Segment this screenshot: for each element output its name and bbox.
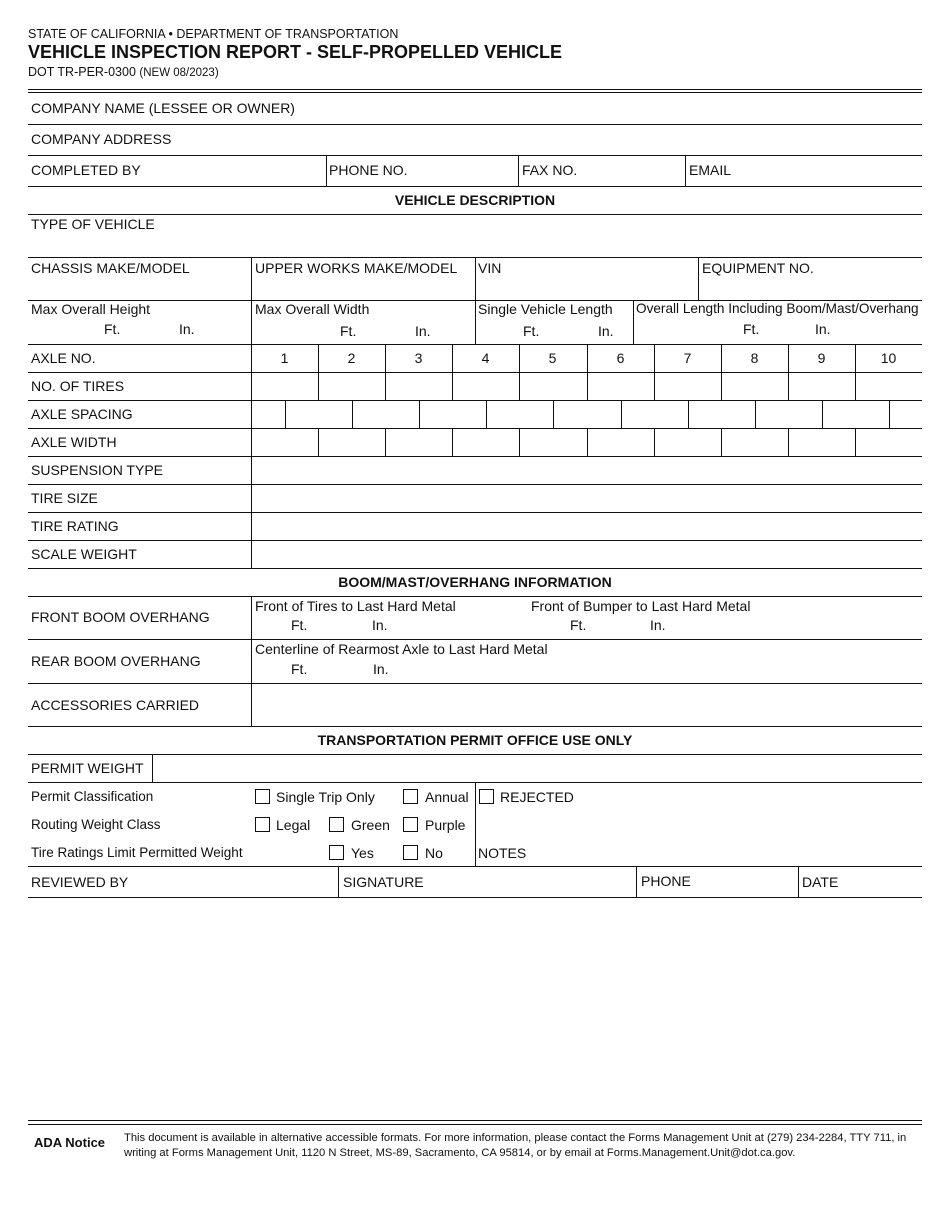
boom-heading: BOOM/MAST/OVERHANG INFORMATION <box>338 574 612 590</box>
tire-ratings-limit-label: Tire Ratings Limit Permitted Weight <box>31 845 243 860</box>
col-divider <box>633 300 634 344</box>
overall-length-field[interactable]: Overall Length Including Boom/Mast/Overhang <box>636 301 919 316</box>
axle-number-2: 2 <box>347 350 356 366</box>
axle-number-1: 1 <box>280 350 289 366</box>
rear-ft-label: Ft. <box>291 661 308 677</box>
front-tires-ft-label: Ft. <box>291 617 308 633</box>
ada-notice-text: This document is available in alternative accessible formats. For more information, please contact the Forms Management Unit at (279) 234-2284, TTY 711, in writing at Forms Management Unit, 1120 N Street, MS-89, Sacramento, CA 95814, or by email at Forms.Management.Unit@dot.ca.gov. <box>124 1132 907 1159</box>
axle-no-label: AXLE NO. <box>31 350 96 366</box>
axle-number-5: 5 <box>548 350 557 366</box>
axle-cell-divider <box>285 400 286 428</box>
purple-label: Purple <box>425 817 466 833</box>
col-divider <box>475 257 476 344</box>
overall-in-label: In. <box>815 321 831 337</box>
rear-boom-label: REAR BOOM OVERHANG <box>31 653 201 669</box>
row-divider <box>28 456 922 457</box>
col-divider <box>698 257 699 300</box>
legal-label: Legal <box>276 817 311 833</box>
front-boom-label: FRONT BOOM OVERHANG <box>31 609 210 625</box>
row-divider <box>28 726 922 727</box>
row-divider <box>28 754 922 755</box>
reviewed-by-field[interactable]: REVIEWED BY <box>31 874 129 890</box>
equipment-no-field[interactable]: EQUIPMENT NO. <box>702 260 814 276</box>
front-tires-in-label: In. <box>372 617 388 633</box>
axle-cell-divider <box>889 400 890 428</box>
form-revision: (NEW 08/2023) <box>139 67 219 79</box>
axle-cell-divider <box>822 400 823 428</box>
top-rule-2 <box>28 92 922 93</box>
fax-field[interactable]: FAX NO. <box>522 162 578 178</box>
axle-number-8: 8 <box>750 350 759 366</box>
rejected-label: REJECTED <box>500 789 574 805</box>
scale-weight-label: SCALE WEIGHT <box>31 546 137 562</box>
col-divider <box>518 155 519 186</box>
vehicle-type-field[interactable]: TYPE OF VEHICLE <box>31 216 155 232</box>
row-divider <box>28 897 922 898</box>
length-in-label: In. <box>598 323 614 339</box>
width-ft-label: Ft. <box>340 323 357 339</box>
col-divider <box>475 782 476 866</box>
col-divider <box>338 866 339 897</box>
email-field[interactable]: EMAIL <box>689 162 732 178</box>
col-divider <box>251 596 252 726</box>
axle-cell-divider <box>385 428 386 456</box>
permit-weight-label: PERMIT WEIGHT <box>31 760 144 776</box>
axle-cell-divider <box>452 428 453 456</box>
annual-checkbox[interactable] <box>403 789 418 804</box>
axle-number-10: 10 <box>880 350 897 366</box>
col-divider <box>251 344 252 568</box>
axle-cell-divider <box>788 428 789 456</box>
height-in-label: In. <box>179 321 195 337</box>
vin-field[interactable]: VIN <box>478 260 502 276</box>
agency-line: STATE OF CALIFORNIA • DEPARTMENT OF TRANSPORTATION <box>28 27 399 41</box>
row-divider <box>28 186 922 187</box>
permit-classification-label: Permit Classification <box>31 789 154 804</box>
row-divider <box>28 124 922 125</box>
axle-cell-divider <box>419 400 420 428</box>
row-divider <box>28 568 922 569</box>
axle-cell-divider <box>553 400 554 428</box>
row-divider <box>28 596 922 597</box>
overall-ft-label: Ft. <box>743 321 760 337</box>
no-label: No <box>425 845 443 861</box>
front-tires-field[interactable]: Front of Tires to Last Hard Metal <box>255 598 456 614</box>
footer-rule <box>28 1120 922 1121</box>
single-trip-label: Single Trip Only <box>276 789 375 805</box>
completed-by-field[interactable]: COMPLETED BY <box>31 162 141 178</box>
rear-centerline-field[interactable]: Centerline of Rearmost Axle to Last Hard Metal <box>255 641 548 657</box>
top-rule <box>28 89 922 90</box>
company-name-field[interactable]: COMPANY NAME (LESSEE OR OWNER) <box>31 100 295 116</box>
col-divider <box>152 754 153 782</box>
front-bumper-field[interactable]: Front of Bumper to Last Hard Metal <box>531 598 751 614</box>
rejected-checkbox[interactable] <box>479 789 494 804</box>
tire-size-label: TIRE SIZE <box>31 490 98 506</box>
rear-in-label: In. <box>373 661 389 677</box>
chassis-field[interactable]: CHASSIS MAKE/MODEL <box>31 260 190 276</box>
axle-cell-divider <box>621 400 622 428</box>
single-trip-checkbox[interactable] <box>255 789 270 804</box>
max-width-field[interactable]: Max Overall Width <box>255 301 370 317</box>
form-id: DOT TR-PER-0300 <box>28 65 136 79</box>
axle-number-4: 4 <box>481 350 490 366</box>
axle-width-label: AXLE WIDTH <box>31 434 117 450</box>
legal-checkbox[interactable] <box>255 817 270 832</box>
front-bumper-in-label: In. <box>650 617 666 633</box>
col-divider <box>326 155 327 186</box>
axle-number-9: 9 <box>817 350 826 366</box>
vehicle-description-heading: VEHICLE DESCRIPTION <box>394 192 556 208</box>
green-label: Green <box>351 817 390 833</box>
axle-cell-divider <box>486 400 487 428</box>
axle-cell-divider <box>688 400 689 428</box>
row-divider <box>28 400 922 401</box>
col-divider <box>798 866 799 897</box>
axle-number-3: 3 <box>414 350 423 366</box>
company-address-field[interactable]: COMPANY ADDRESS <box>31 131 172 147</box>
axle-cell-divider <box>352 400 353 428</box>
no-of-tires-label: NO. OF TIRES <box>31 378 125 394</box>
phone-field[interactable]: PHONE NO. <box>329 162 408 178</box>
axle-cell-divider <box>318 428 319 456</box>
form-id-line <box>28 65 219 79</box>
form-title: VEHICLE INSPECTION REPORT - SELF-PROPELLED VEHICLE <box>28 42 563 62</box>
col-divider <box>251 257 252 344</box>
accessories-label: ACCESSORIES CARRIED <box>31 697 200 713</box>
col-divider <box>636 866 637 897</box>
row-divider <box>28 866 922 867</box>
tire-rating-label: TIRE RATING <box>31 518 119 534</box>
row-divider <box>28 639 922 640</box>
axle-number-6: 6 <box>616 350 625 366</box>
suspension-type-label: SUSPENSION TYPE <box>31 462 164 478</box>
single-length-field[interactable]: Single Vehicle Length <box>478 301 613 317</box>
notes-field[interactable]: NOTES <box>478 845 527 861</box>
axle-cell-divider <box>587 428 588 456</box>
axle-cell-divider <box>519 428 520 456</box>
row-divider <box>28 540 922 541</box>
width-in-label: In. <box>415 323 431 339</box>
upper-works-field[interactable]: UPPER WORKS MAKE/MODEL <box>255 260 458 276</box>
office-phone-field[interactable]: PHONE <box>641 873 691 889</box>
axle-cell-divider <box>755 400 756 428</box>
axle-cell-divider <box>855 428 856 456</box>
row-divider <box>28 512 922 513</box>
axle-cell-divider <box>721 428 722 456</box>
routing-weight-class-label: Routing Weight Class <box>31 817 161 832</box>
annual-label: Annual <box>425 789 469 805</box>
length-ft-label: Ft. <box>523 323 540 339</box>
green-checkbox[interactable] <box>329 817 344 832</box>
row-divider <box>28 484 922 485</box>
date-field[interactable]: DATE <box>802 874 839 890</box>
max-height-field[interactable]: Max Overall Height <box>31 301 151 317</box>
height-ft-label: Ft. <box>104 321 121 337</box>
front-bumper-ft-label: Ft. <box>570 617 587 633</box>
footer-rule-2 <box>28 1124 922 1125</box>
ada-notice-label: ADA Notice <box>34 1135 106 1150</box>
row-divider <box>28 155 922 156</box>
axle-number-7: 7 <box>683 350 692 366</box>
no-checkbox[interactable] <box>403 845 418 860</box>
axle-spacing-label: AXLE SPACING <box>31 406 133 422</box>
signature-field[interactable]: SIGNATURE <box>343 874 424 890</box>
row-divider <box>28 683 922 684</box>
row-divider <box>28 214 922 215</box>
yes-checkbox[interactable] <box>329 845 344 860</box>
office-use-heading: TRANSPORTATION PERMIT OFFICE USE ONLY <box>317 732 633 748</box>
yes-label: Yes <box>351 845 374 861</box>
col-divider <box>685 155 686 186</box>
purple-checkbox[interactable] <box>403 817 418 832</box>
axle-cell-divider <box>654 428 655 456</box>
